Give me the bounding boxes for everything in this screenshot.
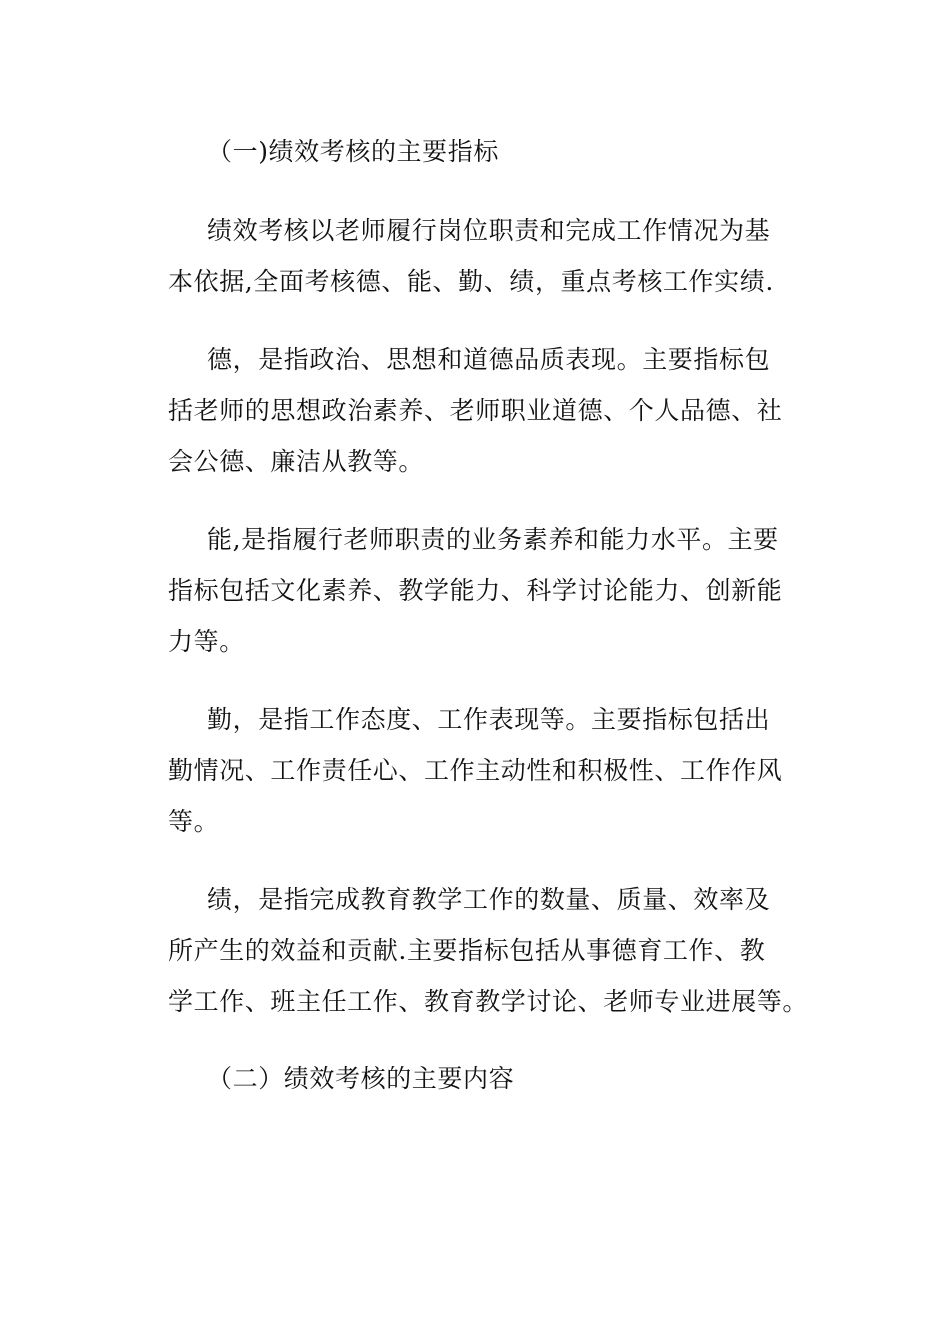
paragraph-4-line-3: 等。 (168, 807, 220, 836)
section-heading-1: （一)绩效考核的主要指标 (207, 137, 499, 166)
paragraph-1-line-1: 绩效考核以老师履行岗位职责和完成工作情况为基 (207, 216, 771, 245)
paragraph-5-line-3: 学工作、班主任工作、教育教学讨论、老师专业进展等。 (168, 987, 809, 1016)
paragraph-5-line-2: 所产生的效益和贡献.主要指标包括从事德育工作、教 (168, 936, 766, 965)
paragraph-5-line-1: 绩，是指完成教育教学工作的数量、质量、效率及 (207, 885, 771, 914)
paragraph-4-line-2: 勤情况、工作责任心、工作主动性和积极性、工作作风 (168, 756, 783, 785)
paragraph-3-line-2: 指标包括文化素养、教学能力、科学讨论能力、创新能 (168, 576, 783, 605)
paragraph-3-line-1: 能,是指履行老师职责的业务素养和能力水平。主要 (207, 525, 779, 554)
paragraph-1-line-2: 本依据,全面考核德、能、勤、绩，重点考核工作实绩. (168, 267, 774, 296)
section-heading-2: （二）绩效考核的主要内容 (207, 1064, 515, 1093)
paragraph-2-line-2: 括老师的思想政治素养、老师职业道德、个人品德、社 (168, 396, 783, 425)
paragraph-3-line-3: 力等。 (168, 627, 245, 656)
paragraph-2-line-3: 会公德、廉洁从教等。 (168, 447, 425, 476)
paragraph-2-line-1: 德，是指政治、思想和道德品质表现。主要指标包 (207, 345, 771, 374)
paragraph-4-line-1: 勤，是指工作态度、工作表现等。主要指标包括出 (207, 705, 771, 734)
